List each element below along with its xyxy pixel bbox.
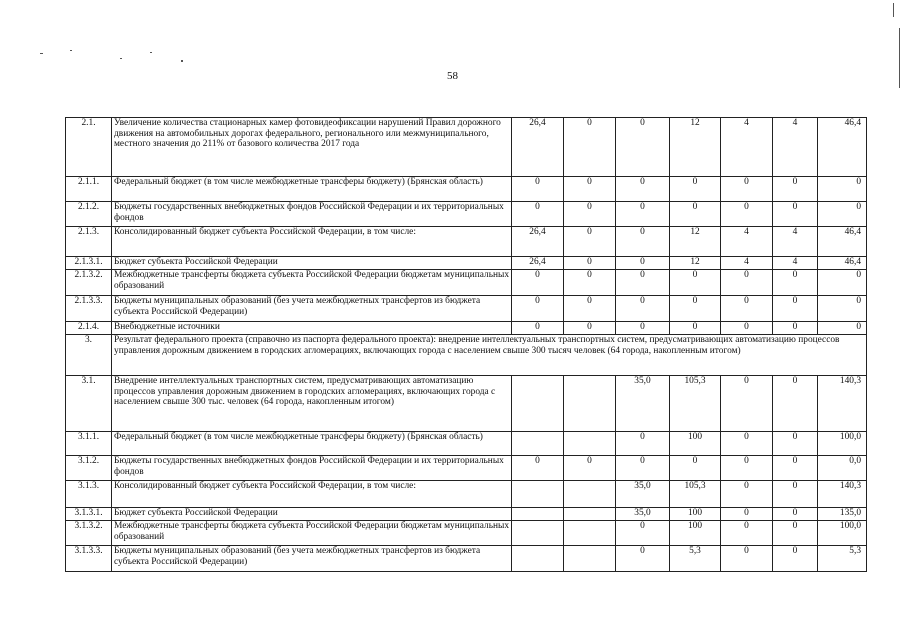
value-cell: 0 (616, 257, 670, 270)
value-cell: 105,3 (670, 481, 721, 508)
row-description: Консолидированный бюджет субъекта Российской Федерации, в том числе: (112, 227, 512, 257)
row-code: 2.1.3.3. (66, 296, 112, 322)
row-description: Бюджет субъекта Российской Федерации (112, 508, 512, 521)
section-row (66, 335, 867, 376)
value-cell: 0 (818, 177, 867, 202)
value-cell: 100 (670, 432, 721, 456)
value-cell: 35,0 (616, 508, 670, 521)
table-row (66, 376, 867, 432)
value-cell: 12 (670, 257, 721, 270)
row-code: 3.1.1. (66, 432, 112, 456)
value-cell: 0 (616, 270, 670, 296)
row-description: Бюджеты государственных внебюджетных фондов Российской Федерации и их территориальных фондов (112, 456, 512, 481)
value-cell: 26,4 (512, 257, 564, 270)
value-cell: 0 (773, 177, 818, 202)
table-row (66, 432, 867, 456)
value-cell: 4 (721, 257, 773, 270)
value-cell: 0 (818, 270, 867, 296)
value-cell: 46,4 (818, 118, 867, 177)
section-text: Результат федерального проекта (справочно из паспорта федерального проекта): внедрение интеллектуальных транспортных систем, предусматривающих автоматизацию процессов управления дорожным движением в городских агломерациях, включающих города с населением свыше 300 тысяч человек (64 города, накопленным итогом) (112, 335, 867, 376)
table-row (66, 481, 867, 508)
row-code: 3.1.3. (66, 481, 112, 508)
value-cell: 0 (616, 546, 670, 572)
value-cell (512, 432, 564, 456)
value-cell: 0 (818, 322, 867, 335)
value-cell: 0 (773, 432, 818, 456)
value-cell: 5,3 (818, 546, 867, 572)
value-cell: 0 (564, 177, 616, 202)
row-description: Бюджеты государственных внебюджетных фондов Российской Федерации и их территориальных фондов (112, 202, 512, 227)
row-code: 2.1.1. (66, 177, 112, 202)
value-cell: 0 (773, 481, 818, 508)
row-code: 2.1.3. (66, 227, 112, 257)
budget-table (65, 117, 867, 572)
value-cell: 0 (721, 177, 773, 202)
row-code: 3. (66, 335, 112, 376)
table-row (66, 257, 867, 270)
value-cell: 0 (512, 456, 564, 481)
row-code: 3.1.2. (66, 456, 112, 481)
value-cell: 0 (773, 376, 818, 432)
table-row (66, 508, 867, 521)
value-cell: 0 (773, 521, 818, 546)
value-cell: 4 (773, 257, 818, 270)
value-cell: 0 (564, 202, 616, 227)
scan-mark (120, 58, 122, 59)
table-body (66, 118, 867, 572)
value-cell: 35,0 (616, 481, 670, 508)
value-cell: 0 (564, 322, 616, 335)
value-cell: 0 (670, 296, 721, 322)
value-cell: 4 (773, 227, 818, 257)
scan-mark (150, 52, 152, 53)
scan-mark (893, 3, 894, 17)
value-cell: 135,0 (818, 508, 867, 521)
table-row (66, 296, 867, 322)
value-cell: 0 (773, 322, 818, 335)
table-row (66, 270, 867, 296)
value-cell: 4 (721, 118, 773, 177)
value-cell: 0 (670, 202, 721, 227)
value-cell: 4 (721, 227, 773, 257)
value-cell (564, 508, 616, 521)
value-cell: 0 (616, 177, 670, 202)
row-description: Консолидированный бюджет субъекта Российской Федерации, в том числе: (112, 481, 512, 508)
value-cell: 0 (670, 270, 721, 296)
value-cell (512, 481, 564, 508)
value-cell: 0 (721, 508, 773, 521)
value-cell: 0 (670, 322, 721, 335)
value-cell (564, 521, 616, 546)
table-row (66, 227, 867, 257)
value-cell: 0 (512, 322, 564, 335)
scan-mark (70, 50, 72, 51)
row-description: Бюджеты муниципальных образований (без учета межбюджетных трансфертов из бюджета субъекта Российской Федерации) (112, 296, 512, 322)
value-cell: 0 (512, 296, 564, 322)
scan-mark (40, 53, 43, 54)
value-cell: 0 (512, 177, 564, 202)
row-description: Бюджет субъекта Российской Федерации (112, 257, 512, 270)
value-cell: 0 (564, 270, 616, 296)
value-cell: 12 (670, 227, 721, 257)
value-cell: 0 (721, 521, 773, 546)
table-row (66, 322, 867, 335)
value-cell: 0 (564, 296, 616, 322)
value-cell: 0 (564, 456, 616, 481)
value-cell (564, 481, 616, 508)
value-cell: 0 (670, 456, 721, 481)
row-description: Межбюджетные трансферты бюджета субъекта Российской Федерации бюджетам муниципальных образований (112, 270, 512, 296)
row-code: 3.1.3.1. (66, 508, 112, 521)
value-cell: 0 (818, 296, 867, 322)
value-cell: 0 (616, 322, 670, 335)
scan-mark (181, 60, 183, 62)
value-cell: 0 (564, 227, 616, 257)
value-cell (512, 546, 564, 572)
table-row (66, 546, 867, 572)
value-cell: 0 (616, 227, 670, 257)
value-cell: 26,4 (512, 227, 564, 257)
row-code: 3.1. (66, 376, 112, 432)
row-code: 2.1.3.1. (66, 257, 112, 270)
value-cell: 0 (818, 202, 867, 227)
value-cell: 0 (721, 322, 773, 335)
value-cell (564, 376, 616, 432)
value-cell: 0 (773, 270, 818, 296)
table-row (66, 177, 867, 202)
row-code: 2.1.4. (66, 322, 112, 335)
row-description: Межбюджетные трансферты бюджета субъекта Российской Федерации бюджетам муниципальных образований (112, 521, 512, 546)
value-cell: 0 (721, 270, 773, 296)
value-cell: 100,0 (818, 521, 867, 546)
value-cell: 140,3 (818, 376, 867, 432)
value-cell: 0 (773, 546, 818, 572)
value-cell: 12 (670, 118, 721, 177)
value-cell: 0 (616, 456, 670, 481)
value-cell (512, 508, 564, 521)
value-cell: 105,3 (670, 376, 721, 432)
table-row (66, 456, 867, 481)
value-cell: 46,4 (818, 227, 867, 257)
row-code: 2.1.2. (66, 202, 112, 227)
value-cell: 0 (670, 177, 721, 202)
row-code: 2.1.3.2. (66, 270, 112, 296)
row-description: Внебюджетные источники (112, 322, 512, 335)
value-cell (564, 432, 616, 456)
value-cell: 0 (721, 546, 773, 572)
table-row (66, 118, 867, 177)
value-cell: 0 (616, 202, 670, 227)
value-cell (512, 521, 564, 546)
row-description: Внедрение интеллектуальных транспортных систем, предусматривающих автоматизацию процессов управления дорожным движением в городских агломерациях, включающих города с населением свыше 300 тыс. человек (64 города, накопленным итогом) (112, 376, 512, 432)
value-cell: 0 (773, 296, 818, 322)
row-code: 3.1.3.3. (66, 546, 112, 572)
value-cell: 26,4 (512, 118, 564, 177)
row-description: Бюджеты муниципальных образований (без учета межбюджетных трансфертов из бюджета субъекта Российской Федерации) (112, 546, 512, 572)
value-cell: 35,0 (616, 376, 670, 432)
value-cell (564, 546, 616, 572)
value-cell: 0 (773, 456, 818, 481)
value-cell: 0 (721, 432, 773, 456)
value-cell: 46,4 (818, 257, 867, 270)
value-cell: 100,0 (818, 432, 867, 456)
value-cell: 4 (773, 118, 818, 177)
value-cell: 0 (564, 257, 616, 270)
page-number: 58 (447, 70, 458, 82)
value-cell: 0,0 (818, 456, 867, 481)
value-cell: 0 (721, 376, 773, 432)
value-cell: 140,3 (818, 481, 867, 508)
row-description: Увеличение количества стационарных камер фотовидеофиксации нарушений Правил дорожного движения на автомобильных дорогах федерального, регионального или межмуниципального, местного значения до 211% от базового количества 2017 года (112, 118, 512, 177)
value-cell: 0 (564, 118, 616, 177)
value-cell: 0 (773, 508, 818, 521)
value-cell: 0 (512, 270, 564, 296)
row-description: Федеральный бюджет (в том числе межбюджетные трансферы бюджету) (Брянская область) (112, 432, 512, 456)
value-cell: 0 (616, 521, 670, 546)
value-cell: 0 (616, 118, 670, 177)
row-code: 3.1.3.2. (66, 521, 112, 546)
value-cell: 5,3 (670, 546, 721, 572)
value-cell: 0 (616, 296, 670, 322)
row-code: 2.1. (66, 118, 112, 177)
value-cell: 100 (670, 521, 721, 546)
value-cell: 0 (721, 202, 773, 227)
value-cell: 0 (773, 202, 818, 227)
value-cell: 0 (721, 296, 773, 322)
value-cell: 0 (616, 432, 670, 456)
table-row (66, 202, 867, 227)
value-cell: 0 (512, 202, 564, 227)
value-cell: 0 (721, 456, 773, 481)
value-cell (512, 376, 564, 432)
value-cell: 0 (721, 481, 773, 508)
row-description: Федеральный бюджет (в том числе межбюджетные трансферы бюджету) (Брянская область) (112, 177, 512, 202)
table-row (66, 521, 867, 546)
value-cell: 100 (670, 508, 721, 521)
